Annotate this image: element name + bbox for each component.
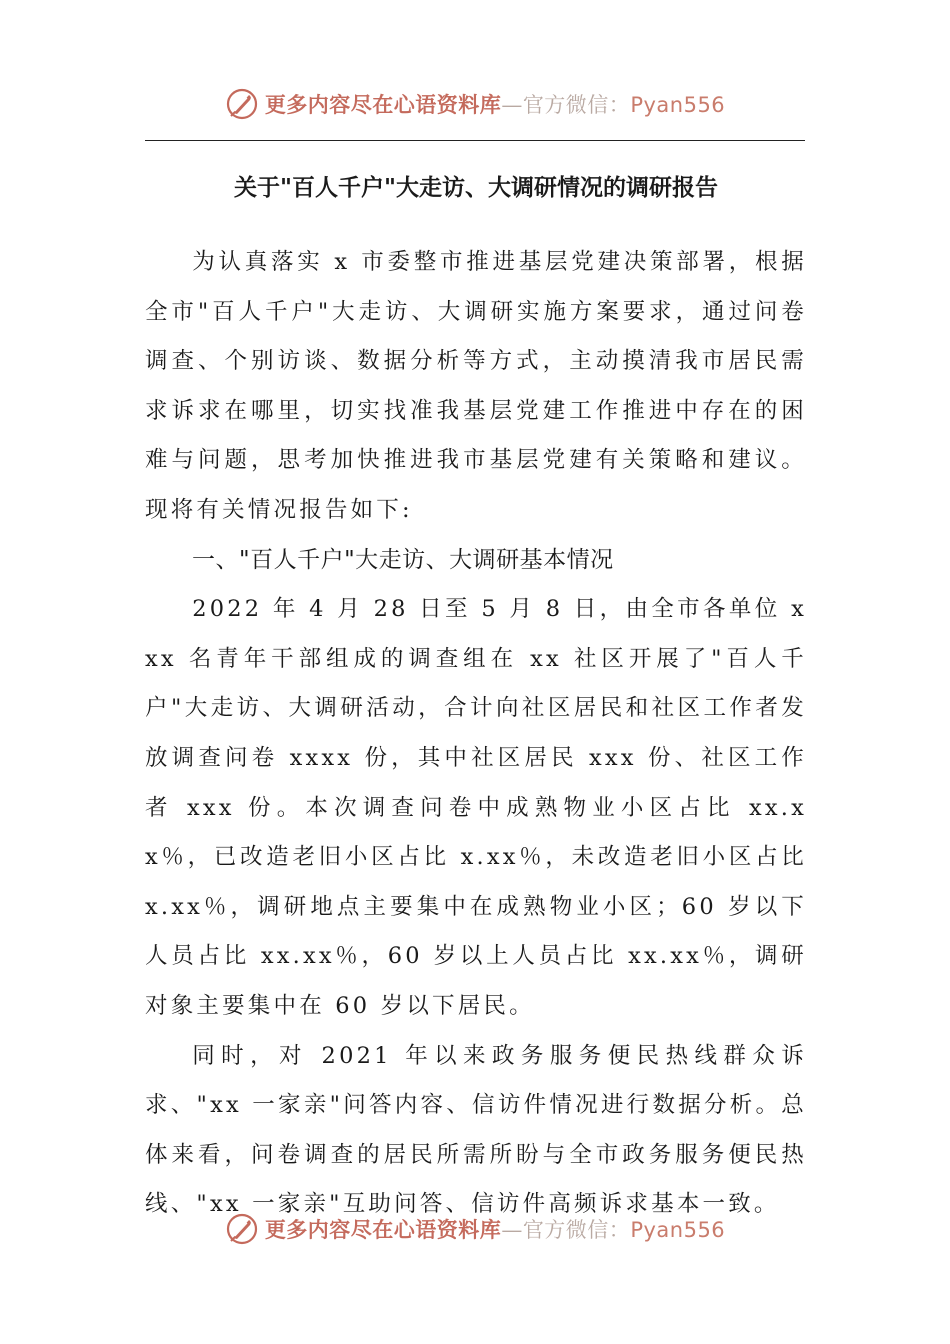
watermark-main-text: 更多内容尽在心语资料库 <box>264 1217 502 1242</box>
watermark-sub-text: 官方微信： <box>522 93 631 117</box>
quill-logo-icon <box>225 87 259 121</box>
quill-logo-icon <box>225 1212 259 1246</box>
watermark-text <box>265 89 725 119</box>
watermark-text <box>265 1214 725 1244</box>
watermark-main-text: 更多内容尽在心语资料库 <box>264 92 502 117</box>
document-title: 关于"百人千户"大走访、大调研情况的调研报告 <box>234 175 718 201</box>
watermark-wechat-id: Pyan556 <box>630 93 726 117</box>
watermark-dash: — <box>501 1218 523 1242</box>
document-body <box>145 168 807 1230</box>
header-watermark <box>0 82 950 126</box>
footer-watermark <box>0 1207 950 1251</box>
body-paragraph: 2022 年 4 月 28 日至 5 月 8 日，由全市各单位 xxx 名青年干部组成的调查组在 xx 社区开展了"百人千户"大走访、大调研活动，合计向社区居民和社区工作者发放调查问卷 xxxx 份，其中社区居民 xxx 份、社区工作者 xxx 份。本次调查问卷中成熟物业小区占比 xx.xx％，已改造老旧小区占比 x.xx％，未改造老旧小区占比 x.xx％，调研地点主要集中在成熟物业小区；60 岁以下人员占比 xx.xx％，60 岁以上人员占比 xx.xx％，调研对象主要集中在 60 岁以下居民。 <box>145 596 807 1019</box>
header-divider <box>145 140 805 141</box>
intro-paragraph: 为认真落实 x 市委整市推进基层党建决策部署，根据全市"百人千户"大走访、大调研实施方案要求，通过问卷调查、个别访谈、数据分析等方式，主动摸清我市居民需求诉求在哪里，切实找准我基层党建工作推进中存在的困难与问题，思考加快推进我市基层党建有关策略和建议。现将有关情况报告如下: <box>145 249 807 523</box>
body-paragraph: 同时，对 2021 年以来政务服务便民热线群众诉求、"xx 一家亲"问答内容、信访件情况进行数据分析。总体来看，问卷调查的居民所需所盼与全市政务服务便民热线、"xx 一家亲"互助问答、信访件高频诉求基本一致。 <box>145 1042 807 1218</box>
watermark-dash: — <box>501 93 523 117</box>
watermark-wechat-id: Pyan556 <box>630 1218 726 1242</box>
watermark-sub-text: 官方微信： <box>522 1218 631 1242</box>
section-heading: 一、"百人千户"大走访、大调研基本情况 <box>192 546 614 573</box>
